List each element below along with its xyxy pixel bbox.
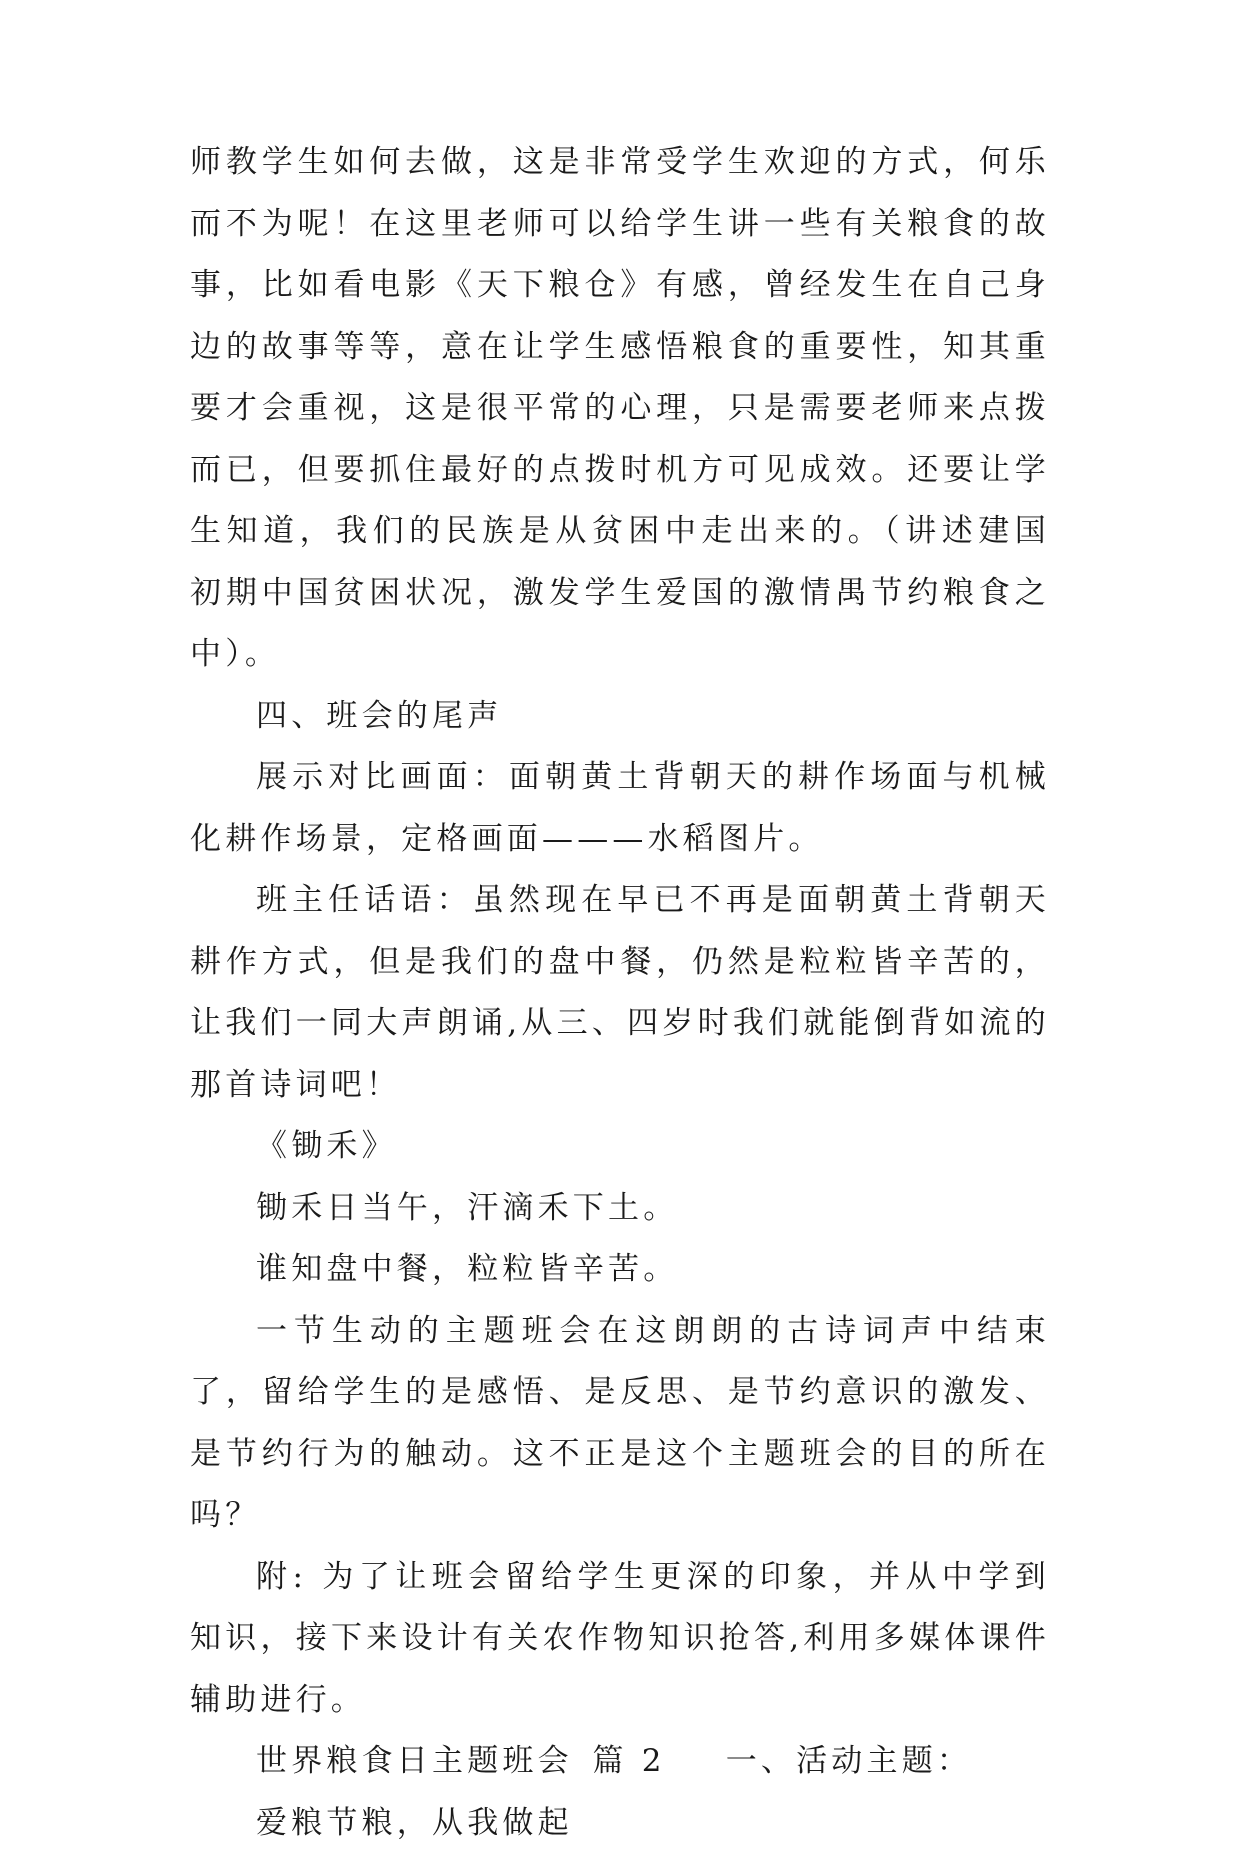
document-page: [190, 132, 1050, 1854]
section-title: 世界粮食日主题班会: [256, 1743, 573, 1779]
paragraph-teacher-remarks: 班主任话语：虽然现在早已不再是面朝黄土背朝天耕作方式，但是我们的盘中餐，仍然是粒粒皆辛苦的，让我们一同大声朗诵,从三、四岁时我们就能倒背如流的那首诗词吧！: [190, 870, 1050, 1116]
poem-title: 《锄禾》: [190, 1116, 1050, 1178]
section-number: 篇 2: [593, 1743, 666, 1779]
poem-line-1: 锄禾日当午，汗滴禾下土。: [190, 1178, 1050, 1240]
paragraph-intro: 师教学生如何去做，这是非常受学生欢迎的方式，何乐而不为呢！在这里老师可以给学生讲一些有关粮食的故事，比如看电影《天下粮仓》有感，曾经发生在自己身边的故事等等，意在让学生感悟粮食的重要性，知其重要才会重视，这是很平常的心理，只是需要老师来点拨而已，但要抓住最好的点拨时机方可见成效。还要让学生知道，我们的民族是从贫困中走出来的。（讲述建国初期中国贫困状况，激发学生爱国的激情禺节约粮食之中）。: [190, 132, 1050, 686]
activity-theme: 爱粮节粮，从我做起: [190, 1793, 1050, 1854]
activity-heading: 一、活动主题：: [726, 1743, 972, 1779]
paragraph-conclusion: 一节生动的主题班会在这朗朗的古诗词声中结束了，留给学生的是感悟、是反思、是节约意识的激发、是节约行为的触动。这不正是这个主题班会的目的所在吗？: [190, 1301, 1050, 1547]
poem-line-2: 谁知盘中餐，粒粒皆辛苦。: [190, 1239, 1050, 1301]
heading-class-meeting-ending: 四、班会的尾声: [190, 686, 1050, 748]
paragraph-appendix: 附: 为了让班会留给学生更深的印象，并从中学到知识，接下来设计有关农作物知识抢答,利用多媒体课件辅助进行。: [190, 1547, 1050, 1732]
paragraph-contrast-images: 展示对比画面：面朝黄土背朝天的耕作场面与机械化耕作场景，定格画面———水稻图片。: [190, 747, 1050, 870]
section-heading-line: [190, 1731, 1050, 1793]
